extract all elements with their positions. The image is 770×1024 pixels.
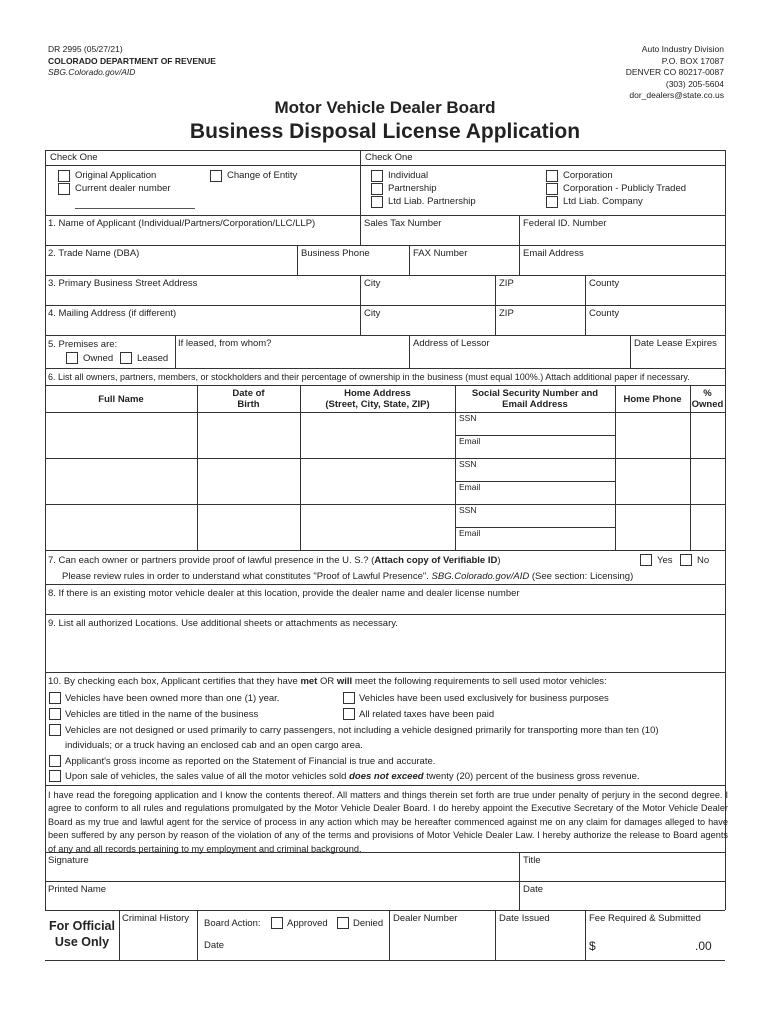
fax-field[interactable]: FAX Number: [413, 248, 468, 259]
corp-public-label: Corporation - Publicly Traded: [563, 183, 687, 194]
req4-checkbox[interactable]: [343, 708, 355, 720]
mailing-zip-field[interactable]: ZIP: [499, 308, 514, 319]
col-full-name: Full Name: [98, 394, 144, 405]
division-address: [626, 44, 724, 102]
official-date-field[interactable]: Date: [204, 940, 225, 951]
check-one-right-label: Check One: [365, 152, 413, 163]
col-dob: [197, 388, 300, 410]
ltd-partnership-checkbox[interactable]: [371, 196, 383, 208]
fee-cents[interactable]: .00: [695, 939, 712, 953]
owner1-email-field[interactable]: Email: [459, 436, 481, 446]
ltd-partnership-label: Ltd Liab. Partnership: [388, 196, 476, 207]
denied-checkbox[interactable]: [337, 917, 349, 929]
partnership-checkbox[interactable]: [371, 183, 383, 195]
col-addr-line1: Home Address: [344, 388, 411, 399]
printed-name-field[interactable]: Printed Name: [48, 884, 107, 895]
check-one-left-label: Check One: [50, 152, 98, 163]
original-application-checkbox[interactable]: [58, 170, 70, 182]
primary-address-field[interactable]: 3. Primary Business Street Address: [48, 278, 198, 289]
trade-name-field[interactable]: 2. Trade Name (DBA): [48, 248, 140, 259]
division-city: DENVER CO 80217-0087: [625, 67, 724, 77]
owners-instruction: 6. List all owners, partners, members, or stockholders and their percentage of ownership in the business (must equal 100%.) Attach additional paper if necessary.: [48, 372, 690, 382]
change-of-entity-label: Change of Entity: [227, 170, 298, 181]
mailing-city-field[interactable]: City: [364, 308, 381, 319]
current-dealer-label: Current dealer number: [75, 183, 171, 194]
corporation-checkbox[interactable]: [546, 170, 558, 182]
fee-dollar-sign: $: [589, 939, 596, 953]
req3-label: Vehicles are titled in the name of the business: [65, 709, 259, 720]
division-email: dor_dealers@state.co.us: [629, 90, 724, 100]
ltd-company-label: Ltd Liab. Company: [563, 196, 643, 207]
q7-yes-checkbox[interactable]: [640, 554, 652, 566]
req1-checkbox[interactable]: [49, 692, 61, 704]
lease-expires-field[interactable]: Date Lease Expires: [634, 338, 717, 349]
q7-no-checkbox[interactable]: [680, 554, 692, 566]
title-field[interactable]: Title: [523, 855, 541, 866]
date-field[interactable]: Date: [523, 884, 544, 895]
official-use-line2: Use Only: [54, 935, 110, 949]
leased-from-field[interactable]: If leased, from whom?: [178, 338, 272, 349]
req6-label: Applicant's gross income as reported on the Statement of Financial is true and accurate.: [65, 756, 436, 767]
req2-checkbox[interactable]: [343, 692, 355, 704]
col-ssn-line1: Social Security Number and: [471, 388, 599, 399]
fee-field-label: Fee Required & Submitted: [589, 913, 701, 924]
original-application-label: Original Application: [75, 170, 157, 181]
owner3-email-field[interactable]: Email: [459, 528, 481, 538]
signature-field[interactable]: Signature: [48, 855, 89, 866]
col-pct-line2: Owned: [691, 399, 724, 410]
q9-field[interactable]: 9. List all authorized Locations. Use additional sheets or attachments as necessary.: [48, 618, 398, 629]
corporation-label: Corporation: [563, 170, 613, 181]
req1-label: Vehicles have been owned more than one (1) year.: [65, 693, 280, 704]
form-id: DR 2995 (05/27/21): [48, 44, 123, 54]
official-use-label: [45, 918, 119, 950]
q8-field[interactable]: 8. If there is an existing motor vehicle dealer at this location, provide the dealer name and dealer license number: [48, 588, 520, 599]
form-title: Business Disposal License Application: [189, 120, 581, 143]
owned-checkbox[interactable]: [66, 352, 78, 364]
declaration-text: I have read the foregoing application and I know the contents thereof. All matters and things therein set forth are true under penalty of perjury in the second degree. I agree to conform to all rules and regulations promulgated by the Motor Vehicle Dealer Board. I do hereby appoint the Executive Secretary of the Motor Vehicle Dealer Board as my true and lawful agent for the service of process in any action which may be hereafter commenced against me on any claim for damages alleged to have been suffered by any person by reason of the violation of any of the terms and provisions of Motor Vehicle Dealer Law. I hereby authorize the release to Board agents of any and all records pertaining to my employment and criminal background.: [48, 790, 728, 854]
zip-field[interactable]: ZIP: [499, 278, 514, 289]
col-dob-line2: Birth: [237, 399, 260, 410]
partnership-label: Partnership: [388, 183, 437, 194]
col-addr-line2: (Street, City, State, ZIP): [325, 399, 430, 410]
req5-label-line1: Vehicles are not designed or used primarily to carry passengers, not including a vehicle designed primarily for transporting more than ten (10): [65, 725, 659, 736]
mailing-address-field[interactable]: 4. Mailing Address (if different): [48, 308, 177, 319]
agency-website: SBG.Colorado.gov/AID: [48, 67, 136, 77]
col-percent-owned: [690, 388, 725, 410]
individual-label: Individual: [388, 170, 429, 181]
change-of-entity-checkbox[interactable]: [210, 170, 222, 182]
req2-label: Vehicles have been used exclusively for business purposes: [359, 693, 609, 704]
criminal-history-field[interactable]: Criminal History: [122, 913, 190, 924]
city-field[interactable]: City: [364, 278, 381, 289]
req5-label-line2: individuals; or a truck having an enclosed cab and an open cargo area.: [65, 740, 363, 751]
col-pct-line1: %: [703, 388, 712, 399]
official-use-line1: For Official: [49, 919, 115, 933]
department-name: COLORADO DEPARTMENT OF REVENUE: [48, 55, 216, 66]
lessor-address-field[interactable]: Address of Lessor: [413, 338, 490, 349]
req7-checkbox[interactable]: [49, 770, 61, 782]
leased-checkbox[interactable]: [120, 352, 132, 364]
ltd-company-checkbox[interactable]: [546, 196, 558, 208]
req4-label: All related taxes have been paid: [359, 709, 495, 720]
applicant-name-field[interactable]: 1. Name of Applicant (Individual/Partners/Corporation/LLC/LLP): [48, 218, 316, 229]
dealer-number-field[interactable]: Dealer Number: [393, 913, 458, 924]
board-title: Motor Vehicle Dealer Board: [274, 98, 496, 117]
agency-header: [48, 44, 216, 79]
owner3-ssn-field[interactable]: SSN: [459, 505, 477, 515]
county-field[interactable]: County: [589, 278, 620, 289]
col-ssn-line2: Email Address: [502, 399, 568, 410]
email-field[interactable]: Email Address: [523, 248, 584, 259]
division-name: Auto Industry Division: [641, 44, 724, 54]
board-action-label: Board Action:: [204, 918, 261, 929]
current-dealer-checkbox[interactable]: [58, 183, 70, 195]
req5-checkbox[interactable]: [49, 724, 61, 736]
po-box: P.O. BOX 17087: [661, 55, 724, 66]
req6-checkbox[interactable]: [49, 755, 61, 767]
owner2-email-field[interactable]: Email: [459, 482, 481, 492]
leased-label: Leased: [137, 353, 169, 364]
col-dob-line1: Date of: [232, 388, 265, 399]
q7-question: 7. Can each owner or partners provide proof of lawful presence in the U. S.? (Attach copy of Verifiable ID): [48, 555, 501, 566]
approved-label: Approved: [287, 918, 328, 929]
licensing-link[interactable]: SBG.Colorado.gov/AID: [431, 571, 530, 582]
division-phone: (303) 205-5604: [665, 78, 724, 89]
mailing-county-field[interactable]: County: [589, 308, 620, 319]
col-home-address: [300, 388, 455, 410]
col-ssn-email: [455, 388, 615, 410]
q7-no-label: No: [697, 555, 710, 566]
corp-public-checkbox[interactable]: [546, 183, 558, 195]
dealer-number-line[interactable]: [75, 208, 195, 209]
q10-intro: 10. By checking each box, Applicant certifies that they have met OR will meet the following requirements to sell used motor vehicles:: [48, 676, 607, 687]
sales-tax-field[interactable]: Sales Tax Number: [364, 218, 442, 229]
owner1-ssn-field[interactable]: SSN: [459, 413, 477, 423]
req7-label: Upon sale of vehicles, the sales value of all the motor vehicles sold does not exceed twenty (20) percent of the business gross revenue.: [65, 771, 640, 782]
denied-label: Denied: [353, 918, 384, 929]
premises-label: 5. Premises are:: [48, 339, 118, 350]
col-home-phone: Home Phone: [623, 394, 682, 405]
approved-checkbox[interactable]: [271, 917, 283, 929]
federal-id-field[interactable]: Federal ID. Number: [523, 218, 607, 229]
q7-note: Please review rules in order to understand what constitutes "Proof of Lawful Presence". SBG.Colorado.gov/AID (See section: Licensing): [62, 571, 634, 582]
individual-checkbox[interactable]: [371, 170, 383, 182]
business-phone-field[interactable]: Business Phone: [301, 248, 370, 259]
owner2-ssn-field[interactable]: SSN: [459, 459, 477, 469]
req3-checkbox[interactable]: [49, 708, 61, 720]
date-issued-field[interactable]: Date Issued: [499, 913, 550, 924]
owned-label: Owned: [83, 353, 114, 364]
q7-yes-label: Yes: [657, 555, 673, 566]
